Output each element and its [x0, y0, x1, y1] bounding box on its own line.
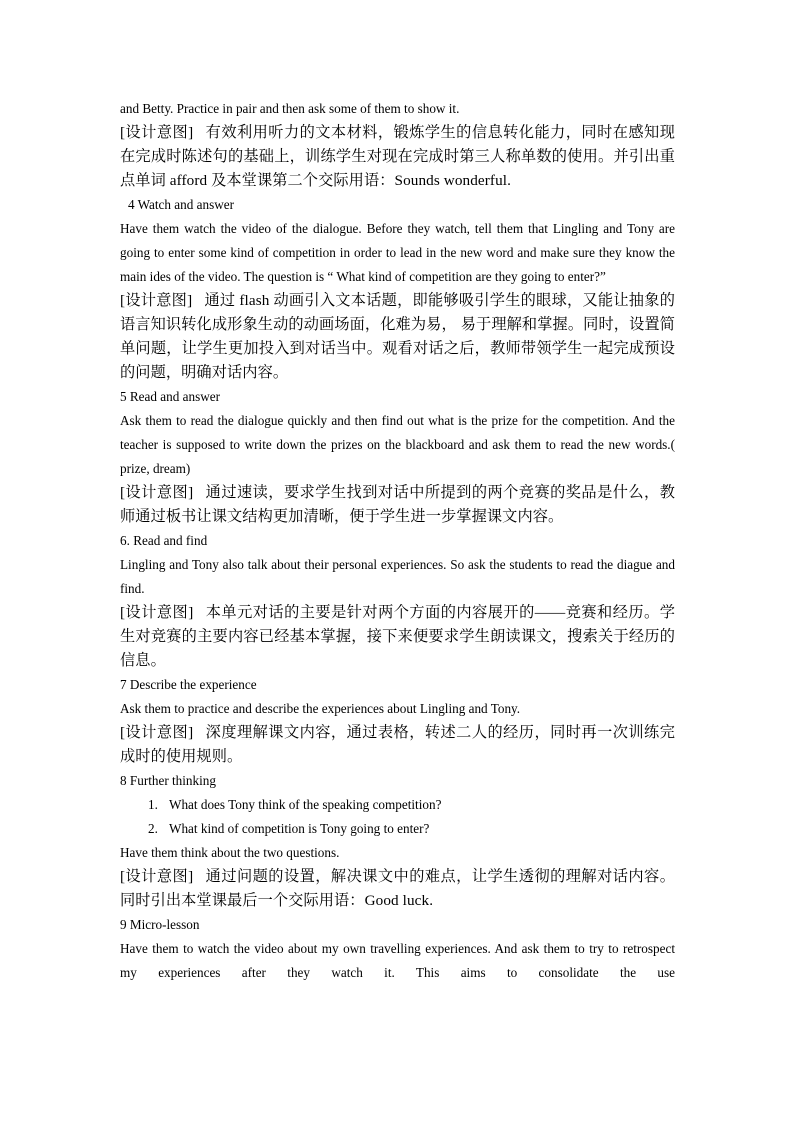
list-text: What does Tony think of the speaking competition?: [169, 797, 442, 812]
paragraph-3-end: and Betty. Practice in pair and then ask some of them to show it.: [120, 101, 460, 116]
design-intent-tag: [设计意图]: [120, 604, 194, 621]
section-heading-7: 7 Describe the experience: [120, 677, 257, 692]
design-intent-text: 通过速读，要求学生找到对话中所提到的两个竞赛的奖品是什么，教师通过板书让课文结构更加清晰，便于学生进一步掌握课文内容。: [120, 484, 675, 525]
design-intent-text: 有效利用听力的文本材料，锻炼学生的信息转化能力，同时在感知现在完成时陈述句的基础上，训练学生对现在完成时第三人称单数的使用。并引出重点单词 afford 及本堂课第二个交际用语：Sounds wonderful.: [120, 124, 675, 189]
paragraph-6: Lingling and Tony also talk about their personal experiences. So ask the students to read the diague and find.: [120, 557, 675, 596]
section-heading-5: 5 Read and answer: [120, 389, 220, 404]
section-heading-4: 4 Watch and answer: [128, 197, 234, 212]
design-intent-3: [120, 121, 675, 193]
paragraph-4: Have them watch the video of the dialogue. Before they watch, tell them that Lingling and Tony are going to enter some kind of competition in order to lead in the new word and make sure they know the main ides of the video. The question is “ What kind of competition are they going to enter?”: [120, 221, 675, 284]
design-intent-tag: [设计意图]: [120, 484, 194, 501]
design-intent-tag: [设计意图]: [120, 124, 194, 141]
design-intent-text: 本单元对话的主要是针对两个方面的内容展开的——竞赛和经历。学生对竞赛的主要内容已经基本掌握，接下来便要求学生朗读课文，搜索关于经历的信息。: [120, 604, 676, 669]
list-text: What kind of competition is Tony going to enter?: [169, 821, 430, 836]
design-intent-tag: [设计意图]: [120, 868, 194, 885]
paragraph-5: Ask them to read the dialogue quickly and then find out what is the prize for the competition. And the teacher is supposed to write down the prizes on the blackboard and ask them to read the new words.( prize, dream): [120, 413, 675, 476]
section-heading-6: 6. Read and find: [120, 533, 208, 548]
design-intent-text: 通过 flash 动画引入文本话题，即能够吸引学生的眼球，又能让抽象的语言知识转化成形象生动的动画场面，化难为易， 易于理解和掌握。同时，设置简单问题，让学生更加投入到对话当中。观看对话之后，教师带领学生一起完成预设的问题，明确对话内容。: [120, 292, 675, 381]
design-intent-4: [120, 289, 675, 385]
design-intent-tag: [设计意图]: [120, 292, 193, 309]
design-intent-tag: [设计意图]: [120, 724, 194, 741]
paragraph-7: Ask them to practice and describe the experiences about Lingling and Tony.: [120, 701, 521, 716]
document-page: [120, 97, 675, 985]
design-intent-text: 通过问题的设置，解决课文中的难点，让学生透彻的理解对话内容。同时引出本堂课最后一个交际用语：Good luck.: [120, 868, 675, 909]
list-number: 2.: [148, 821, 158, 836]
design-intent-8: [120, 865, 675, 913]
design-intent-text: 深度理解课文内容，通过表格，转述二人的经历，同时再一次训练完成时的使用规则。: [120, 724, 675, 765]
list-item: [120, 817, 675, 841]
design-intent-5: [120, 481, 675, 529]
paragraph-9: Have them to watch the video about my own travelling experiences. And ask them to try to retrospect my experiences after they watch it. This aims to consolidate the use: [120, 941, 675, 980]
list-number: 1.: [148, 797, 158, 812]
design-intent-7: [120, 721, 675, 769]
list-item: [120, 793, 675, 817]
design-intent-6: [120, 601, 675, 673]
section-heading-8: 8 Further thinking: [120, 773, 216, 788]
paragraph-8: Have them think about the two questions.: [120, 845, 340, 860]
section-heading-9: 9 Micro-lesson: [120, 917, 200, 932]
